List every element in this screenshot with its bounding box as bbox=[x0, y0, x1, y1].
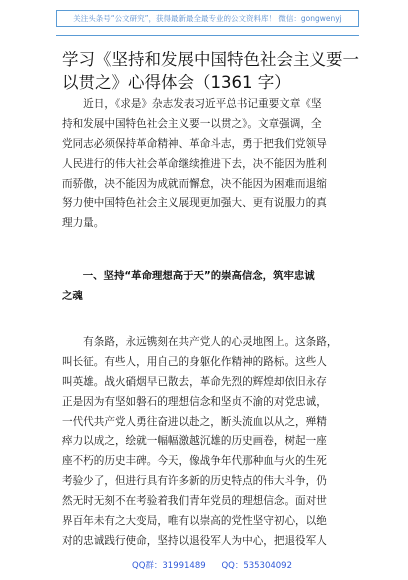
text-line: 座不朽的历史丰碑。今天，像战争年代那种血与火的生死 bbox=[62, 455, 327, 468]
text-line: 叫长征。有些人，用自己的身躯化作精神的路标。这些人 bbox=[62, 355, 327, 368]
text-line: 努力使中国特色社会主义展现更加强大、更有说服力的真 bbox=[62, 197, 327, 210]
footer-qq-number: QQ：535304092 bbox=[221, 561, 292, 571]
title-line: 学习《坚持和发展中国特色社会主义要一 bbox=[62, 50, 359, 69]
text-line: 而骄傲，决不能因为成就而懈怠，决不能因为困难而退缩 bbox=[62, 177, 327, 190]
text-line: 党同志必须保持革命精神、革命斗志，勇于把我们党领导 bbox=[62, 137, 327, 150]
title-line: 以贯之》心得体会（1361 字） bbox=[62, 73, 291, 92]
document-title bbox=[62, 48, 362, 94]
text-line: 人民进行的伟大社会革命继续推进下去，决不能因为胜利 bbox=[62, 157, 327, 170]
text-line: 叫英雄。战火硝烟早已散去，革命先烈的辉煌却依旧永存 bbox=[62, 375, 327, 388]
body-paragraph bbox=[62, 333, 362, 552]
text-line: 然无时无刻不在考验着我们青年党员的理想信念。面对世 bbox=[62, 495, 327, 508]
heading-line: 一、坚持“革命理想高于天”的崇高信念，筑牢忠诚 bbox=[62, 270, 315, 282]
text-line: 考验少了，但进行具有许多新的历史特点的伟大斗争，仍 bbox=[62, 475, 327, 488]
text-line: 近日，《求是》杂志发表习近平总书记重要文章《坚 bbox=[62, 98, 322, 110]
header-divider bbox=[56, 35, 359, 36]
section-heading bbox=[62, 266, 362, 306]
text-line: 有条路，永远镌刻在共产党人的心灵地图上。这条路， bbox=[62, 336, 338, 348]
footer-contacts bbox=[132, 559, 292, 571]
text-line: 正是因为有坚如磐石的理想信念和坚贞不渝的对党忠诚， bbox=[62, 395, 327, 408]
heading-line: 之魂 bbox=[62, 290, 83, 302]
text-line: 界百年未有之大变局，唯有以崇高的党性坚守初心，以绝 bbox=[62, 515, 327, 528]
footer-qq-group: QQ群：31991489 bbox=[132, 561, 206, 571]
text-line: 对的忠诚践行使命，坚持以退役军人为中心，把退役军人 bbox=[62, 534, 327, 547]
header-banner bbox=[56, 10, 359, 27]
text-line: 理力量。 bbox=[62, 217, 105, 230]
header-banner-text: 关注头条号“公文研究”，获得最新最全最专业的公文资料库！ 微信：gongwenyj bbox=[73, 14, 342, 23]
text-line: 一代代共产党人勇往奋进以赴之，断头流血以从之，殚精 bbox=[62, 415, 327, 428]
text-line: 持和发展中国特色社会主义要一以贯之》。文章强调，全 bbox=[62, 117, 322, 130]
text-line: 瘁力以成之，绘就一幅幅激越沉雄的历史画卷，树起一座 bbox=[62, 435, 327, 448]
intro-paragraph bbox=[62, 95, 362, 234]
